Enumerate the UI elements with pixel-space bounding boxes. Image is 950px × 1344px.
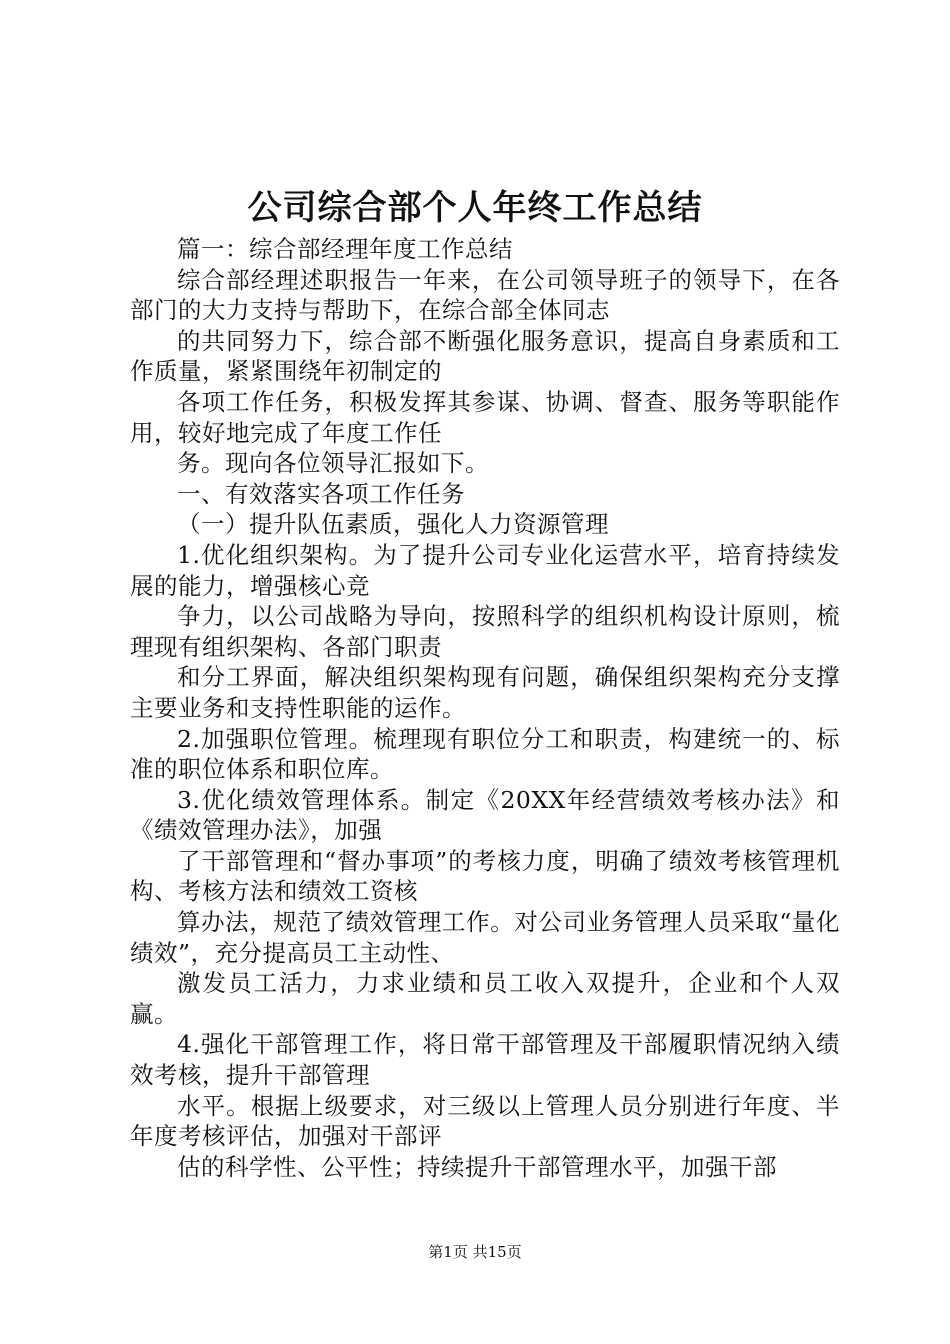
- paragraph: 3.优化绩效管理体系。制定《20XX年经营绩效考核办法》和《绩效管理办法》，加强: [130, 785, 840, 845]
- paragraph: 算办法，规范了绩效管理工作。对公司业务管理人员采取“量化绩效”，充分提高员工主动性、: [130, 908, 840, 967]
- paragraph: 了干部管理和“督办事项”的考核力度，明确了绩效考核管理机构、考核方法和绩效工资核: [130, 846, 840, 906]
- paragraph: 估的科学性、公平性；持续提升干部管理水平，加强干部: [177, 1152, 777, 1181]
- paragraph: 务。现向各位领导汇报如下。: [177, 449, 489, 478]
- paragraph: 篇一：综合部经理年度工作总结: [177, 235, 513, 263]
- paragraph: 各项工作任务，积极发挥其参谋、协调、督查、服务等职能作用，较好地完成了年度工作任: [130, 387, 840, 447]
- paragraph: 水平。根据上级要求，对三级以上管理人员分别进行年度、半年度考核评估，加强对干部评: [130, 1091, 840, 1151]
- document-body: [130, 234, 840, 1182]
- section-heading: 一、有效落实各项工作任务: [177, 479, 465, 508]
- paragraph: 2.加强职位管理。梳理现有职位分工和职责，构建统一的、标准的职位体系和职位库。: [130, 724, 840, 784]
- document-title: 公司综合部个人年终工作总结: [247, 188, 703, 228]
- subsection-heading: （一）提升队伍素质，强化人力资源管理: [177, 510, 609, 539]
- paragraph: 综合部经理述职报告一年来，在公司领导班子的领导下，在各部门的大力支持与帮助下，在综合部全体同志: [130, 265, 840, 325]
- paragraph: 1.优化组织架构。为了提升公司专业化运营水平，培育持续发展的能力，增强核心竞: [130, 540, 840, 600]
- paragraph: 激发员工活力，力求业绩和员工收入双提升，企业和个人双赢。: [130, 969, 840, 1028]
- page-footer: 第1页 共15页: [428, 1243, 522, 1261]
- paragraph: 争力，以公司战略为导向，按照科学的组织机构设计原则，梳理现有组织架构、各部门职责: [130, 602, 840, 661]
- paragraph: 4.强化干部管理工作，将日常干部管理及干部履职情况纳入绩效考核，提升干部管理: [130, 1030, 840, 1090]
- paragraph: 的共同努力下，综合部不断强化服务意识，提高自身素质和工作质量，紧紧围绕年初制定的: [130, 326, 840, 386]
- paragraph: 和分工界面，解决组织架构现有问题，确保组织架构充分支撑主要业务和支持性职能的运作。: [130, 663, 840, 722]
